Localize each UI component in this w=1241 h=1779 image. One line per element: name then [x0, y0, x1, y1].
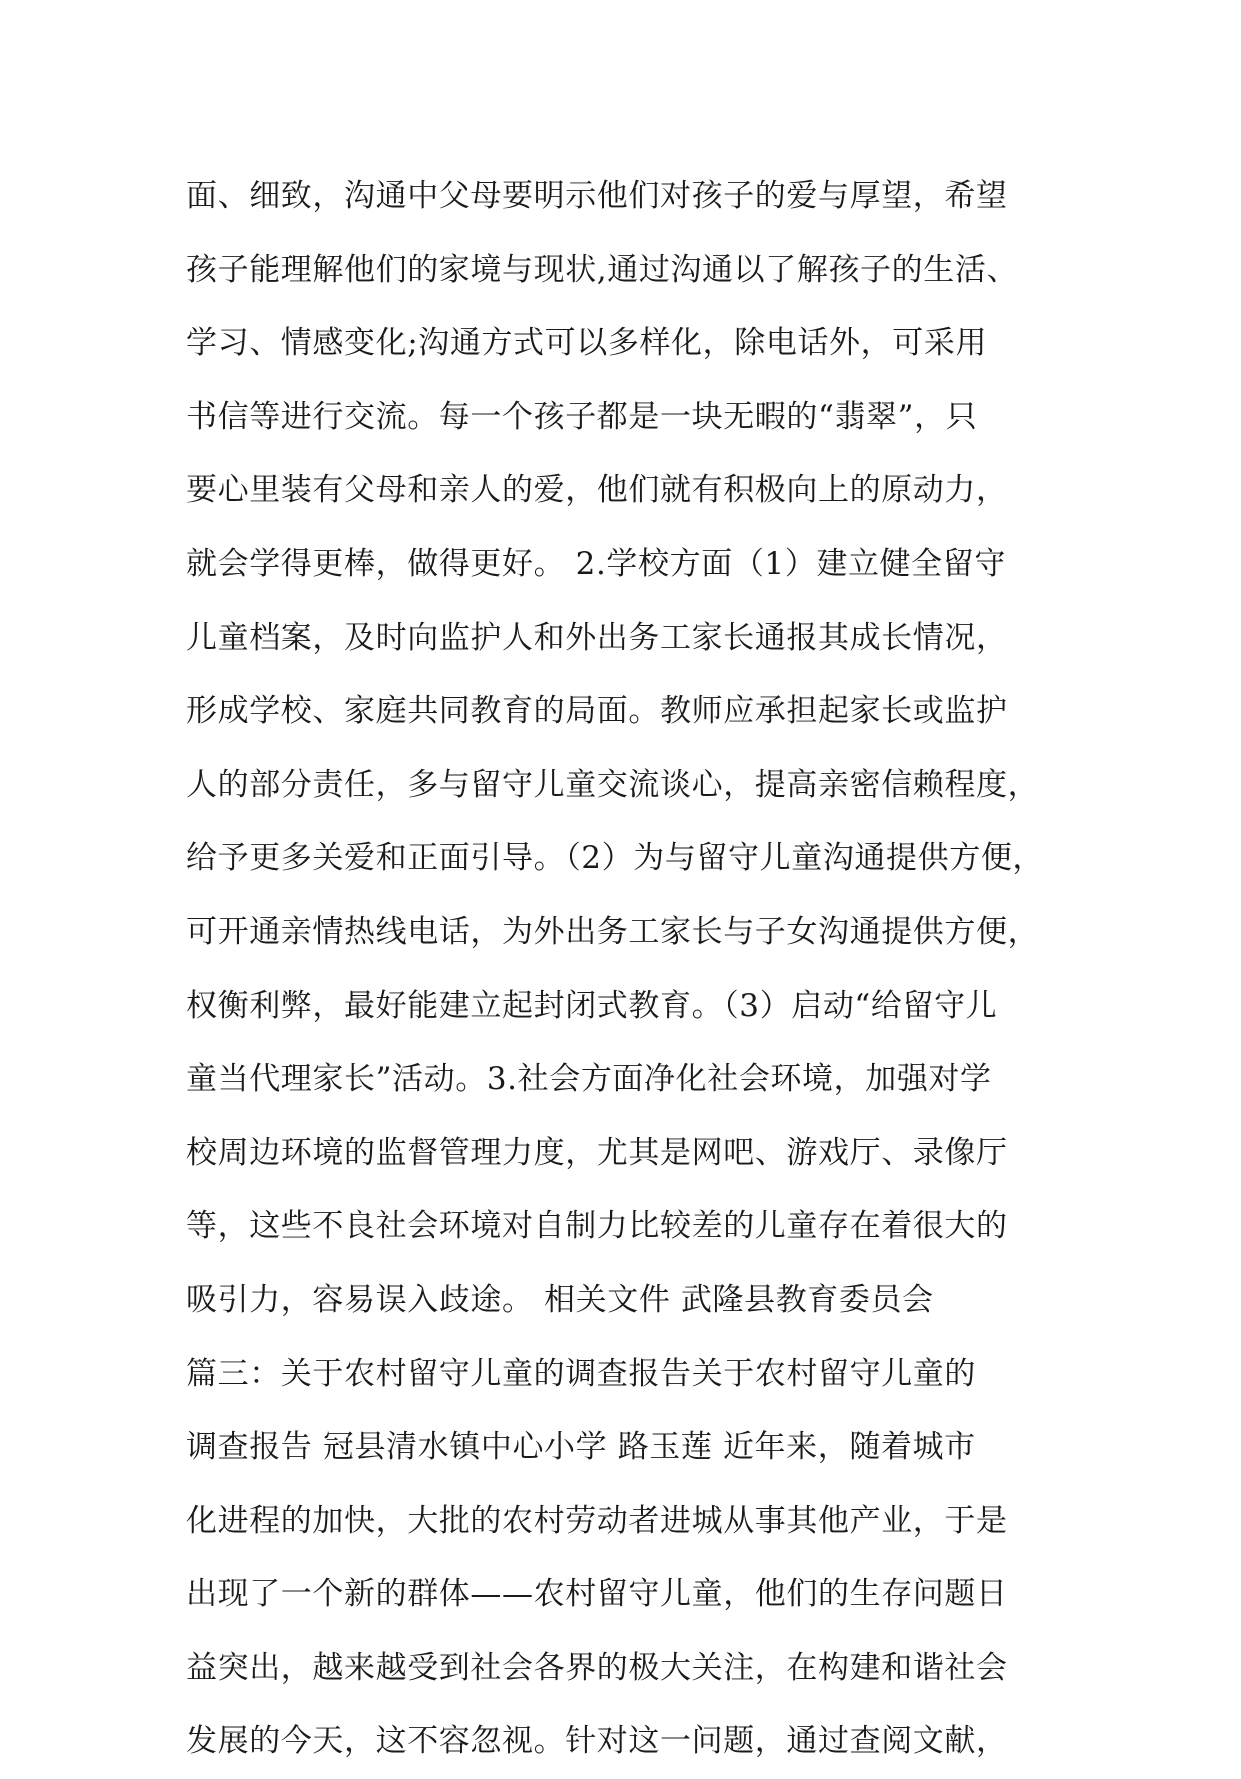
- text-line: 可开通亲情热线电话，为外出务工家长与子女沟通提供方便，: [186, 913, 1040, 950]
- text-line: 益突出，越来越受到社会各界的极大关注，在构建和谐社会: [186, 1649, 1008, 1686]
- text-line: 要心里装有父母和亲人的爱，他们就有积极向上的原动力，: [186, 472, 1008, 509]
- text-line: 童当代理家长”活动。3.社会方面净化社会环境，加强对学: [186, 1061, 992, 1098]
- body-text: [186, 160, 1066, 1779]
- text-line: 面、细致，沟通中父母要明示他们对孩子的爱与厚望，希望: [186, 178, 1008, 214]
- text-line: 吸引力，容易误入歧途。 相关文件 武隆县教育委员会: [186, 1281, 934, 1318]
- text-line: 人的部分责任，多与留守儿童交流谈心，提高亲密信赖程度，: [186, 766, 1040, 803]
- text-line: 篇三：关于农村留守儿童的调查报告关于农村留守儿童的: [186, 1355, 976, 1392]
- text-line: 就会学得更棒，做得更好。 2.学校方面（1）建立健全留守: [186, 545, 1006, 582]
- text-line: 化进程的加快，大批的农村劳动者进城从事其他产业，于是: [186, 1502, 1008, 1539]
- text-line: 校周边环境的监督管理力度，尤其是网吧、游戏厅、录像厅: [186, 1134, 1008, 1171]
- text-line: 发展的今天，这不容忽视。针对这一问题，通过查阅文献，: [186, 1723, 1008, 1760]
- text-line: 书信等进行交流。每一个孩子都是一块无暇的“翡翠”，只: [186, 398, 978, 435]
- text-line: 形成学校、家庭共同教育的局面。教师应承担起家长或监护: [186, 693, 1008, 730]
- text-line: 学习、情感变化;沟通方式可以多样化，除电话外，可采用: [186, 325, 988, 362]
- text-line: 给予更多关爱和正面引导。（2）为与留守儿童沟通提供方便，: [186, 840, 1045, 877]
- text-line: 儿童档案，及时向监护人和外出务工家长通报其成长情况，: [186, 619, 1008, 656]
- text-line: 等，这些不良社会环境对自制力比较差的儿童存在着很大的: [186, 1208, 1008, 1245]
- text-line: 孩子能理解他们的家境与现状,通过沟通以了解孩子的生活、: [186, 251, 1019, 288]
- text-line: 调查报告 冠县清水镇中心小学 路玉莲 近年来，随着城市: [186, 1429, 976, 1466]
- text-line: 权衡利弊，最好能建立起封闭式教育。（3）启动“给留守儿: [186, 987, 998, 1024]
- text-line: 出现了一个新的群体——农村留守儿童，他们的生存问题日: [186, 1576, 1008, 1613]
